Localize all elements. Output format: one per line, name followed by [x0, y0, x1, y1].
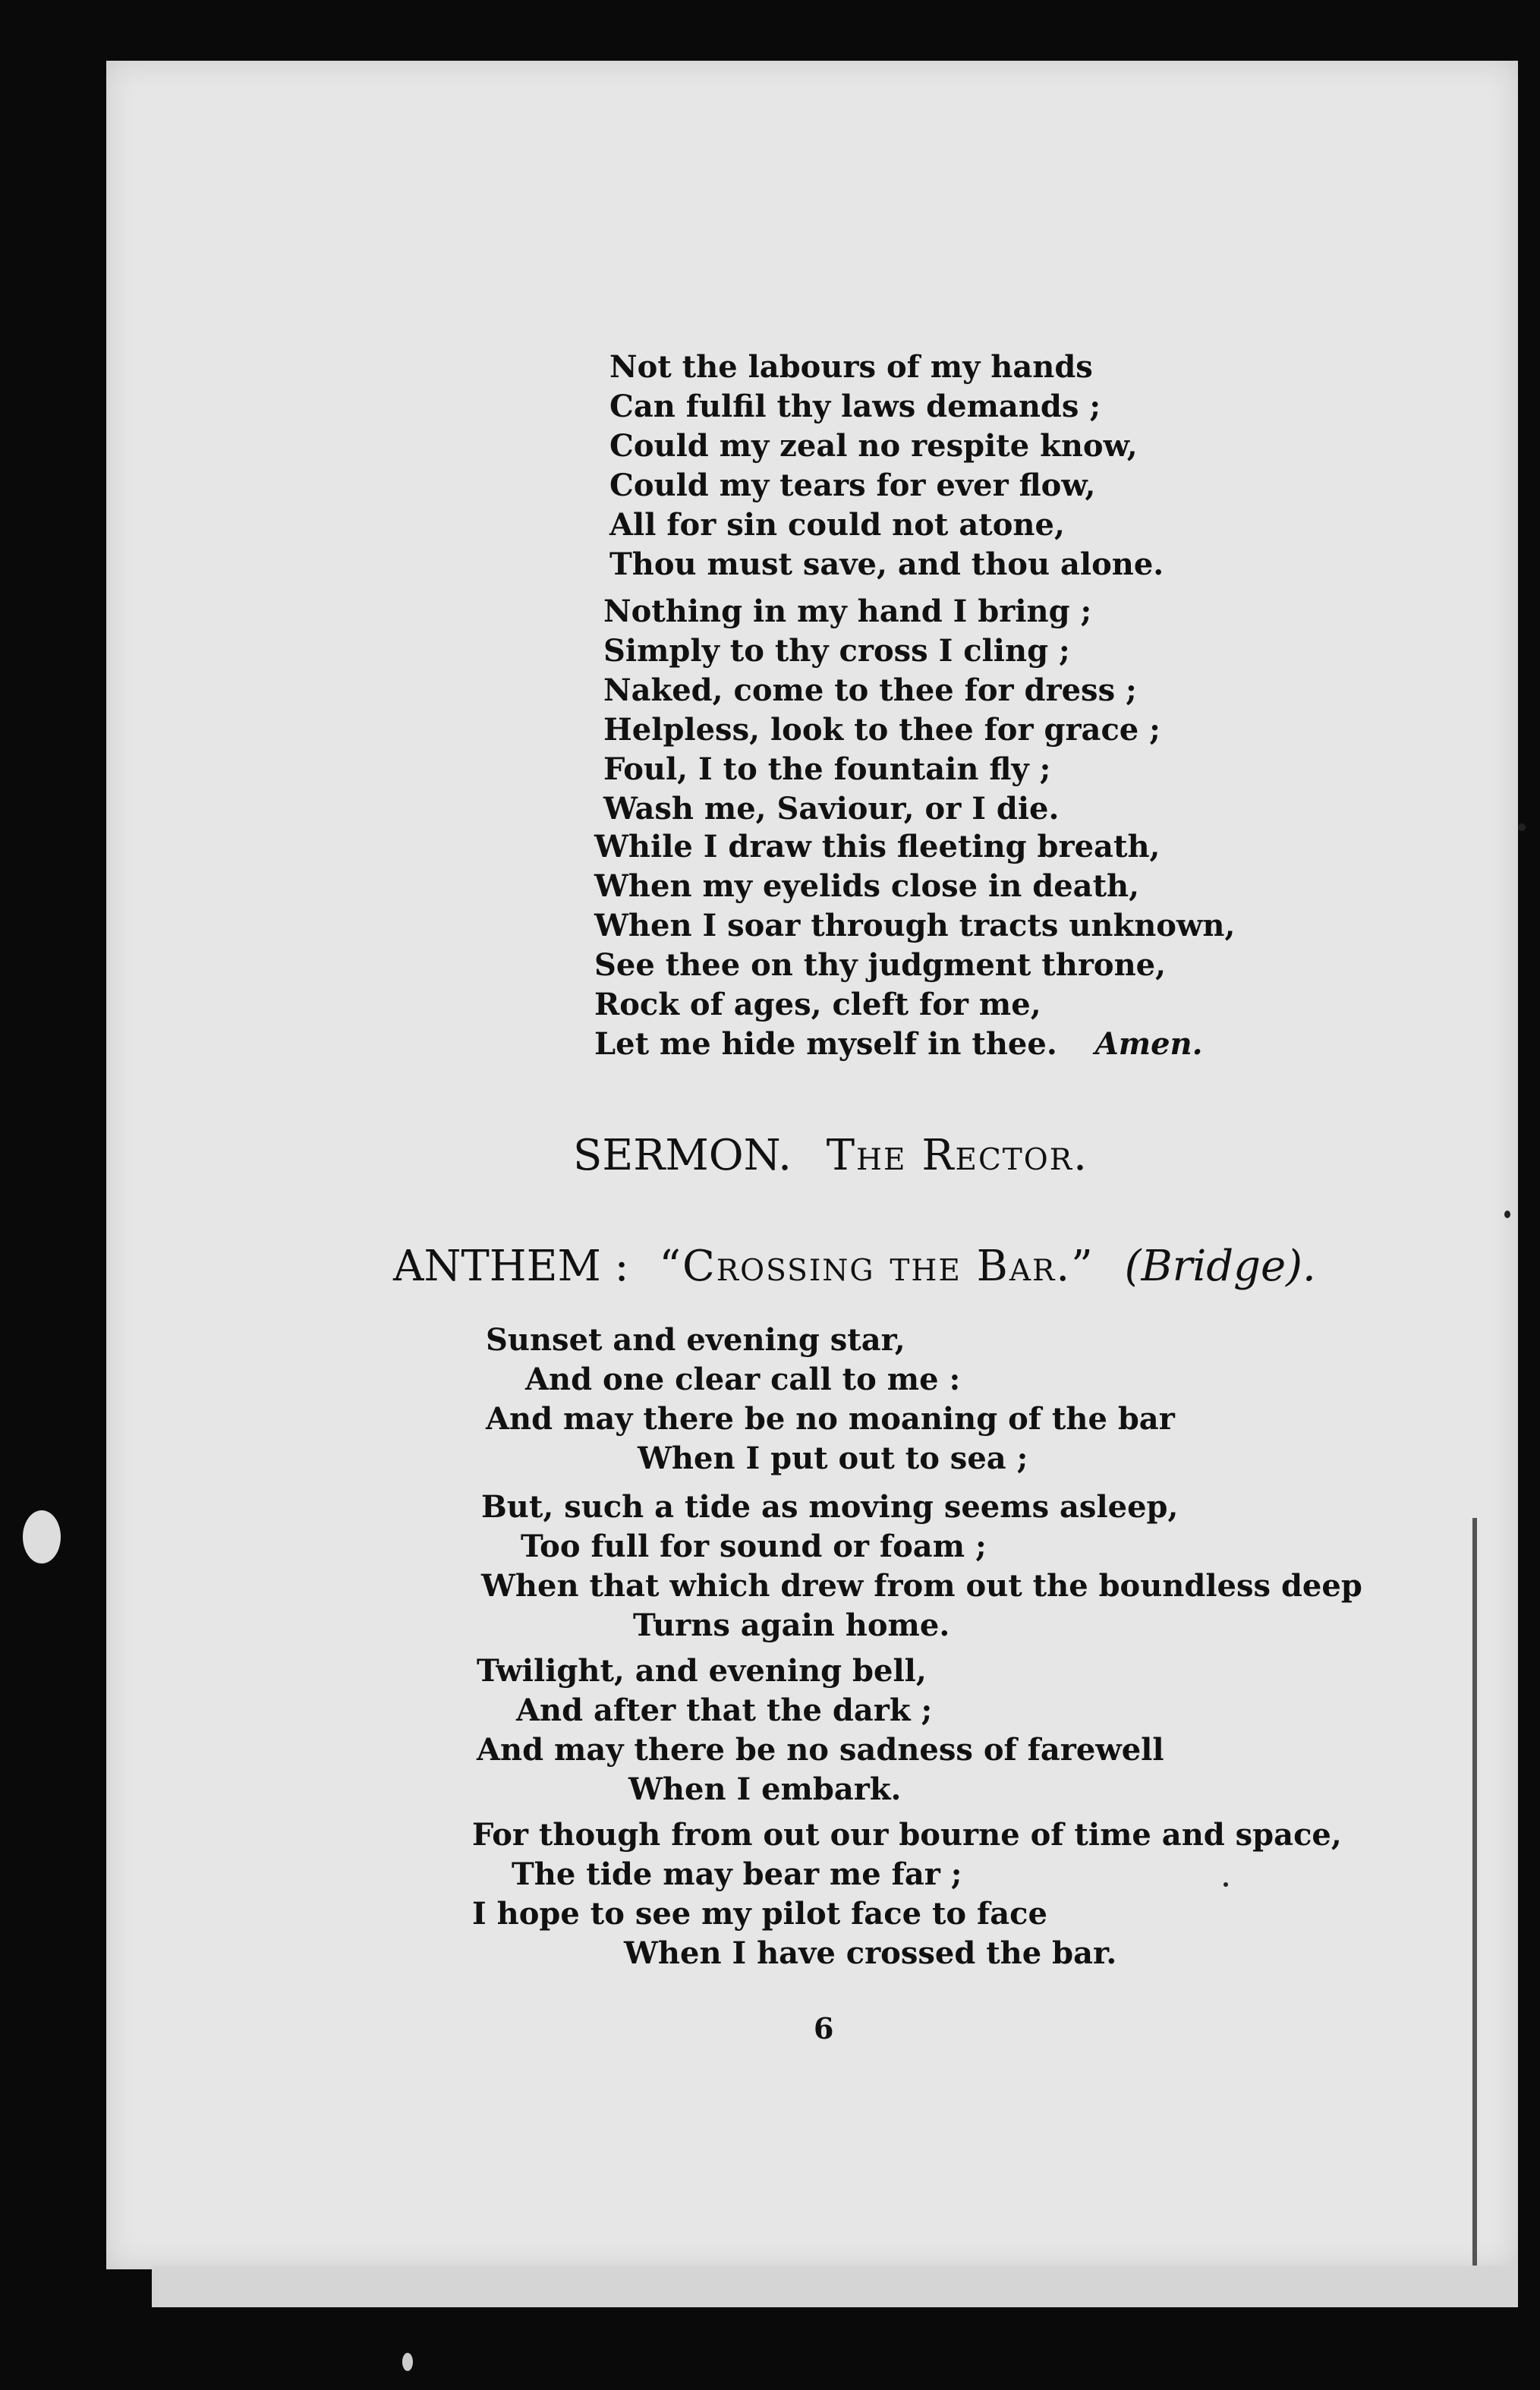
sermon-label: SERMON.: [573, 1131, 792, 1180]
anthem-stanza-3: [477, 1652, 1164, 1809]
verse-line: Turns again home.: [633, 1608, 950, 1643]
verse-line: Could my zeal no respite know,: [609, 428, 1138, 464]
verse-line: Rock of ages, cleft for me,: [594, 987, 1041, 1022]
verse-line: But, such a tide as moving seems asleep,: [481, 1489, 1179, 1525]
scan-speck: [1518, 823, 1526, 831]
verse-line: When that which drew from out the boundless deep: [481, 1568, 1362, 1604]
verse-text: Let me hide myself in thee.: [594, 1026, 1057, 1062]
verse-line: Helpless, look to thee for grace ;: [603, 712, 1161, 748]
verse-line: Could my tears for ever flow,: [609, 468, 1096, 503]
verse-line: Sunset and evening star,: [486, 1322, 905, 1358]
page-number: 6: [814, 2011, 834, 2045]
verse-line: When I soar through tracts unknown,: [594, 908, 1236, 943]
verse-line: Wash me, Saviour, or I die.: [603, 791, 1060, 827]
scan-speck: [23, 1510, 61, 1563]
sermon-heading: [573, 1131, 1088, 1180]
verse-line: And may there be no moaning of the bar: [486, 1401, 1175, 1437]
verse-line: When my eyelids close in death,: [594, 868, 1140, 904]
verse-line: Not the labours of my hands: [609, 349, 1093, 385]
verse-line: Naked, come to thee for dress ;: [603, 672, 1137, 708]
anthem-stanza-2: [481, 1488, 1362, 1645]
verse-line: Simply to thy cross I cling ;: [603, 633, 1070, 669]
page-edge: [1472, 1518, 1477, 2292]
verse-line: And one clear call to me :: [525, 1362, 961, 1397]
verse-line: Thou must save, and thou alone.: [609, 546, 1164, 582]
hymn-stanza-3: [594, 827, 1235, 1064]
verse-line-last: [594, 1025, 1235, 1064]
anthem-heading: [393, 1242, 1316, 1291]
hymn-stanza-1: [609, 348, 1164, 584]
hymn-stanza-2: [603, 592, 1161, 829]
verse-line: See thee on thy judgment throne,: [594, 947, 1167, 983]
sermon-preacher: The Rector.: [826, 1131, 1088, 1180]
verse-line: While I draw this fleeting breath,: [594, 829, 1161, 864]
amen-mark: Amen.: [1094, 1026, 1203, 1062]
verse-line: All for sin could not atone,: [609, 507, 1065, 543]
anthem-title: “Crossing the Bar.”: [659, 1242, 1094, 1291]
underlying-page-strip: [152, 2266, 1518, 2307]
verse-line: Can fulfil thy laws demands ;: [609, 389, 1101, 424]
verse-line: And may there be no sadness of farewell: [477, 1732, 1164, 1768]
anthem-label: ANTHEM :: [393, 1242, 629, 1291]
verse-line: Twilight, and evening bell,: [477, 1653, 927, 1689]
scan-speck: [1504, 1211, 1510, 1218]
verse-line: And after that the dark ;: [516, 1693, 933, 1728]
verse-line: When I put out to sea ;: [638, 1441, 1028, 1476]
verse-line: When I have crossed the bar.: [624, 1935, 1117, 1971]
verse-line: The tide may bear me far ;: [512, 1856, 962, 1892]
anthem-stanza-4: [472, 1815, 1342, 1973]
verse-line: For though from out our bourne of time and space,: [472, 1817, 1342, 1853]
verse-line: Foul, I to the fountain fly ;: [603, 751, 1051, 787]
verse-line: When I embark.: [628, 1771, 902, 1807]
verse-line: Nothing in my hand I bring ;: [603, 594, 1092, 629]
scan-speck: [402, 2353, 413, 2371]
anthem-composer: (Bridge).: [1124, 1242, 1316, 1291]
verse-line: I hope to see my pilot face to face: [472, 1896, 1047, 1932]
verse-line: Too full for sound or foam ;: [521, 1529, 987, 1564]
anthem-stanza-1: [486, 1321, 1175, 1478]
